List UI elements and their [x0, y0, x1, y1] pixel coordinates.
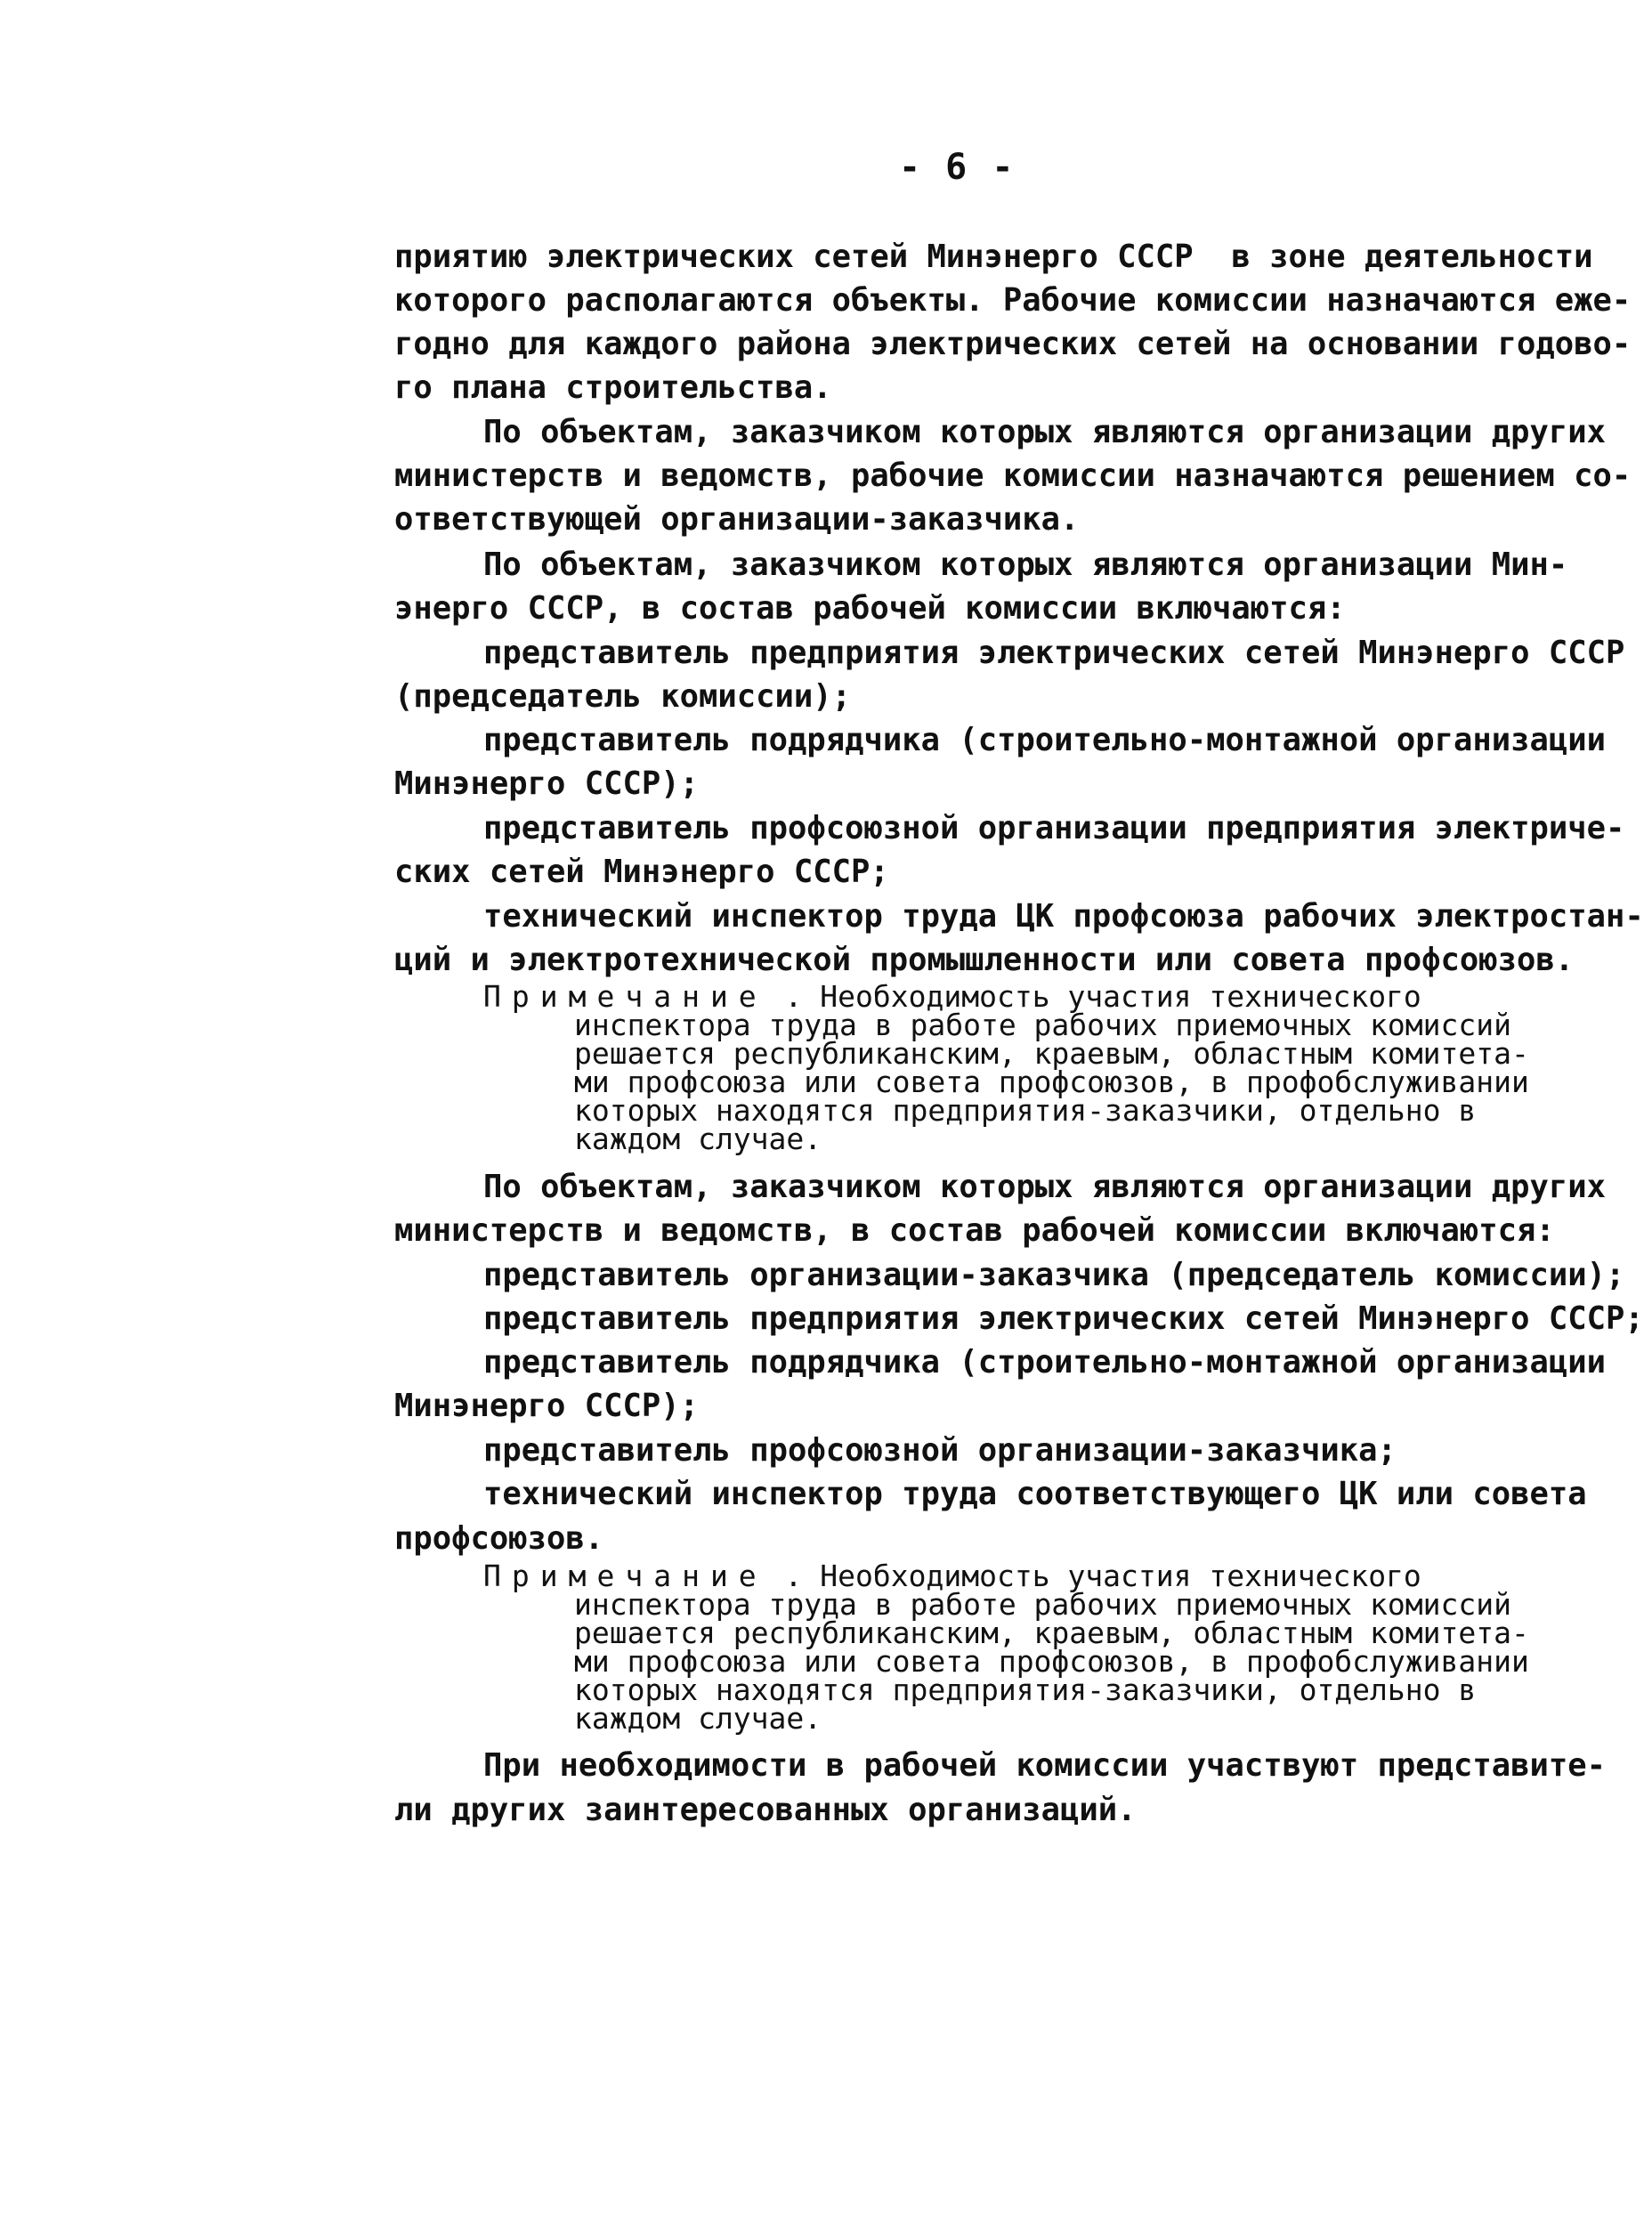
- text-line: ций и электротехнической промышленности или совета профсоюзов.: [394, 942, 1575, 978]
- text-line: представитель подрядчика (строительно-монтажной организации: [483, 722, 1606, 758]
- page-number: - 6 -: [899, 147, 1016, 188]
- text-line: технический инспектор труда соответствующего ЦК или совета: [483, 1476, 1587, 1512]
- text-line: представитель профсоюзной организации-заказчика;: [483, 1432, 1397, 1469]
- note-line: решается республиканским, краевым, областным комитета-: [574, 1616, 1529, 1650]
- note-line: каждом случае.: [574, 1701, 822, 1736]
- note-label: Примечание: [483, 1559, 767, 1593]
- text-line: министерств и ведомств, рабочие комиссии назначаются решением со-: [394, 458, 1632, 494]
- note-line: инспектора труда в работе рабочих приемочных комиссий: [574, 1587, 1511, 1622]
- note-label: Примечание: [483, 979, 767, 1014]
- text-line: Минэнерго СССР);: [394, 1388, 699, 1424]
- note-line: ми профсоюза или совета профсоюзов, в профобслуживании: [574, 1065, 1529, 1099]
- text-line: представитель организации-заказчика (председатель комиссии);: [483, 1257, 1625, 1293]
- note-text: . Необходимость участия технического: [766, 1559, 1421, 1593]
- text-line: (председатель комиссии);: [394, 678, 851, 715]
- note-line: инспектора труда в работе рабочих приемочных комиссий: [574, 1008, 1511, 1042]
- text-line: го плана строительства.: [394, 369, 832, 406]
- text-line: энерго СССР, в состав рабочей комиссии включаются:: [394, 590, 1346, 627]
- text-line: ответствующей организации-заказчика.: [394, 501, 1080, 538]
- note-line: ми профсоюза или совета профсоюзов, в профобслуживании: [574, 1644, 1529, 1679]
- text-line: По объектам, заказчиком которых являются организации других: [483, 414, 1606, 450]
- note-line: каждом случае.: [574, 1122, 822, 1156]
- text-line: представитель подрядчика (строительно-монтажной организации: [483, 1344, 1606, 1381]
- text-line: При необходимости в рабочей комиссии участвуют представите-: [483, 1747, 1606, 1784]
- text-line: ских сетей Минэнерго СССР;: [394, 854, 889, 890]
- note-line: решается республиканским, краевым, областным комитета-: [574, 1036, 1529, 1071]
- text-line: представитель профсоюзной организации предприятия электриче-: [483, 810, 1625, 846]
- text-line: которого располагаются объекты. Рабочие комиссии назначаются еже-: [394, 282, 1632, 319]
- text-line: технический инспектор труда ЦК профсоюза рабочих электростан-: [483, 898, 1644, 935]
- text-line: годно для каждого района электрических сетей на основании годово-: [394, 326, 1632, 362]
- note-line: которых находятся предприятия-заказчики, отдельно в: [574, 1093, 1477, 1128]
- note-text: . Необходимость участия технического: [766, 979, 1421, 1014]
- text-line: министерств и ведомств, в состав рабочей комиссии включаются:: [394, 1212, 1555, 1249]
- text-line: По объектам, заказчиком которых являются организации Мин-: [483, 547, 1568, 583]
- note-line: которых находятся предприятия-заказчики, отдельно в: [574, 1672, 1477, 1707]
- text-line: ли других заинтересованных организаций.: [394, 1792, 1137, 1828]
- text-line: Минэнерго СССР);: [394, 765, 699, 802]
- text-line: По объектам, заказчиком которых являются организации других: [483, 1169, 1606, 1205]
- text-line: представитель предприятия электрических сетей Минэнерго СССР;: [483, 1300, 1644, 1337]
- text-line: представитель предприятия электрических сетей Минэнерго СССР: [483, 635, 1625, 671]
- text-line: приятию электрических сетей Минэнерго СССР в зоне деятельности: [394, 239, 1593, 275]
- text-line: профсоюзов.: [394, 1520, 604, 1557]
